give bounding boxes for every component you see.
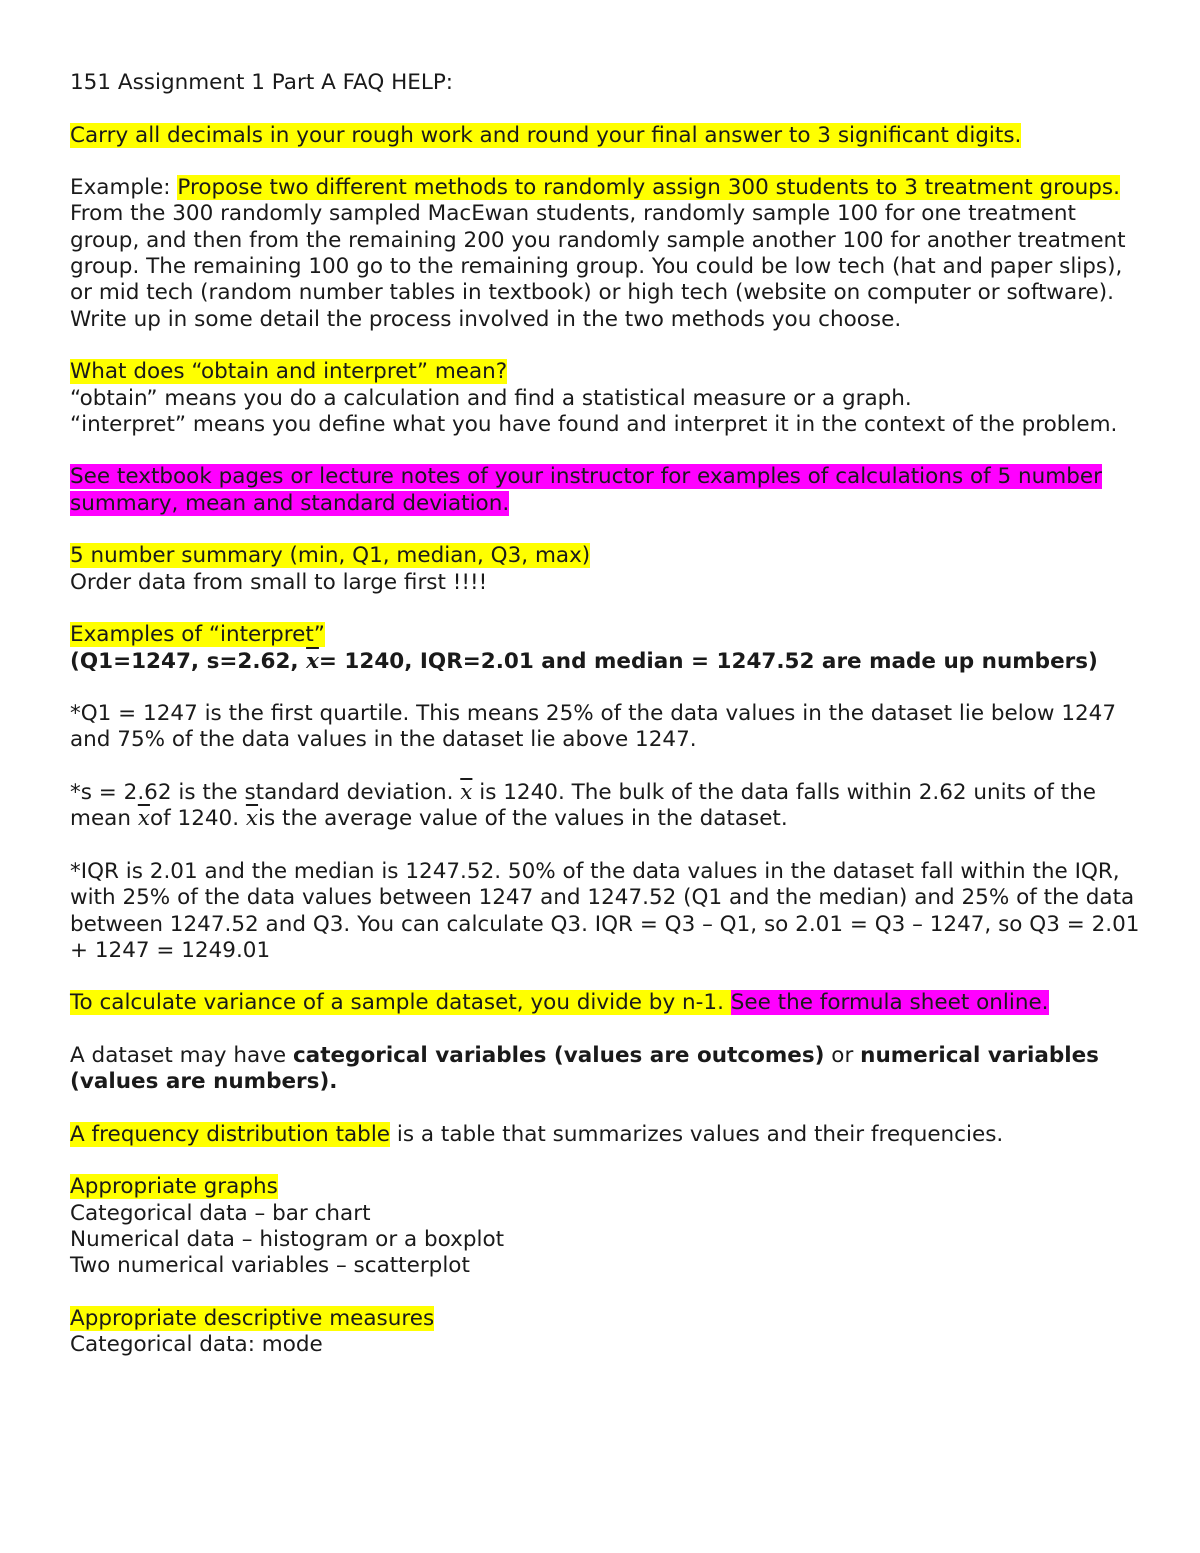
- s-part-c: of 1240.: [149, 806, 246, 832]
- numerical-variables-bold: numerical variables (values are numbers).: [70, 1042, 1099, 1095]
- interpret-definition: “interpret” means you define what you have found and interpret it in the context of the problem.: [70, 411, 1118, 437]
- variance-highlight: To calculate variance of a sample dataset, you divide by n-1.: [70, 990, 731, 1016]
- list-item: Numerical data – histogram or a boxplot: [70, 1227, 505, 1253]
- example-highlight: Propose two different methods to randomly assign 300 students to 3 treatment groups.: [177, 175, 1120, 201]
- example-body: From the 300 randomly sampled MacEwan students, randomly sample 100 for one treatment group, and then from the remaining 200 you randomly sample another 100 for another treatment group. The remaining 100 go to the remaining group. You could be low tech (hat and paper slips), or mid tech (random number tables in textbook) or high tech (website on computer or software). Write up in some detail the process involved in the two methods you choose.: [70, 201, 1126, 332]
- obtain-question-highlight: What does “obtain and interpret” mean?: [70, 359, 508, 385]
- list-item: Categorical data – bar chart: [70, 1200, 371, 1226]
- xbar-symbol: $\overline{x}$: [306, 648, 319, 674]
- categorical-variables-bold: categorical variables (values are outcomes): [292, 1042, 825, 1068]
- appropriate-graphs-heading: [70, 1174, 1140, 1200]
- example-prefix: Example:: [70, 175, 178, 201]
- doc-title: 151 Assignment 1 Part A FAQ HELP:: [70, 70, 454, 95]
- descriptive-measures-highlight: Appropriate descriptive measures: [70, 1305, 435, 1331]
- five-number-summary-highlight: 5 number summary (min, Q1, median, Q3, max): [70, 543, 591, 569]
- list-item: Two numerical variables – scatterplot: [70, 1253, 470, 1279]
- made-up-part-b: = 1240, IQR=2.01 and median = 1247.52 are made up numbers): [318, 648, 1098, 674]
- appropriate-graphs-highlight: Appropriate graphs: [70, 1174, 278, 1200]
- textbook-note: [70, 464, 1140, 517]
- descriptive-measures-heading: [70, 1306, 1140, 1332]
- five-number-summary-heading: [70, 543, 1140, 569]
- textbook-note-highlight: See textbook pages or lecture notes of your instructor for examples of calculations of 5 number summary, mean and standard deviation.: [70, 464, 1102, 516]
- dataset-part-c: or: [824, 1042, 861, 1068]
- xbar-symbol: $\overline{x}$: [137, 806, 150, 832]
- carry-decimals-note: [70, 123, 1140, 149]
- variance-note: [70, 990, 1140, 1016]
- frequency-table-highlight: A frequency distribution table: [70, 1121, 391, 1147]
- s-part-a: *s = 2.62 is the standard deviation.: [70, 780, 461, 806]
- made-up-part-a: (Q1=1247, s=2.62,: [70, 648, 307, 674]
- dataset-variables-note: [70, 1043, 1140, 1096]
- list-item: Categorical data: mode: [70, 1332, 323, 1358]
- examples-interpret-highlight: Examples of “interpret”: [70, 622, 325, 648]
- frequency-table-rest: is a table that summarizes values and their frequencies.: [390, 1121, 1004, 1147]
- s-part-b: is 1240. The bulk of the data falls within 2.62 units of the mean: [70, 780, 1096, 832]
- carry-decimals-highlight: Carry all decimals in your rough work and round your final answer to 3 significant digits.: [70, 122, 1022, 148]
- q1-explanation: *Q1 = 1247 is the first quartile. This means 25% of the data values in the dataset lie below 1247 and 75% of the data values in the dataset lie above 1247.: [70, 701, 1117, 753]
- dataset-part-a: A dataset may have: [70, 1042, 293, 1068]
- obtain-question: [70, 359, 1140, 385]
- iqr-explanation: *IQR is 2.01 and the median is 1247.52. 50% of the data values in the dataset fall within the IQR, with 25% of the data values between 1247 and 1247.52 (Q1 and the median) and 25% of the data between 1247.52 and Q3. You can calculate Q3. IQR = Q3 – Q1, so 2.01 = Q3 – 1247, so Q3 = 2.01 + 1247 = 1249.01: [70, 858, 1140, 963]
- examples-interpret-heading: [70, 622, 1140, 648]
- formula-sheet-highlight: See the formula sheet online.: [730, 990, 1049, 1016]
- xbar-symbol: $\overline{x}$: [245, 806, 259, 832]
- made-up-numbers-note: [70, 649, 1140, 675]
- obtain-definition: “obtain” means you do a calculation and find a statistical measure or a graph.: [70, 385, 912, 411]
- order-data-note: Order data from small to large first !!!!: [70, 569, 488, 595]
- frequency-table-note: [70, 1122, 1140, 1148]
- s-part-d: is the average value of the values in the dataset.: [258, 806, 788, 832]
- xbar-symbol: $\overline{x}$: [460, 780, 473, 806]
- s-explanation: [70, 780, 1140, 833]
- example-question: [70, 175, 1140, 201]
